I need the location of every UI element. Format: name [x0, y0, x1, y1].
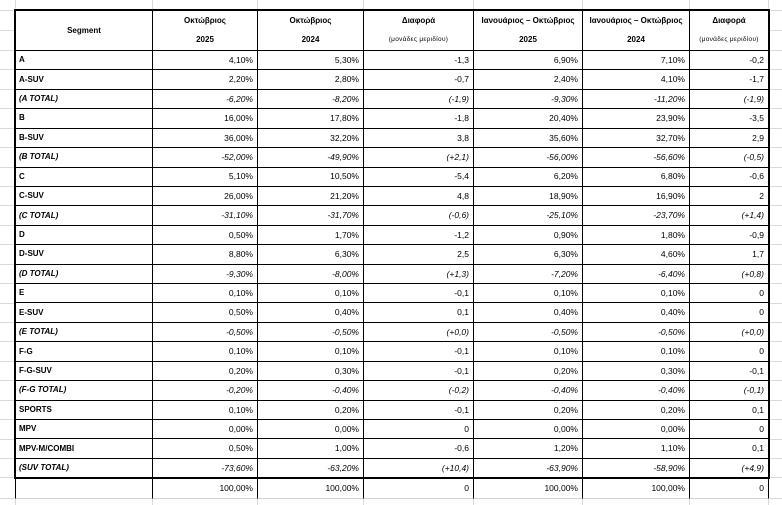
cell-f-g-total-ytd-2024[interactable]: -0,40%	[583, 381, 690, 400]
sheet-gridline	[0, 30, 14, 31]
sheet-gridline	[473, 499, 474, 505]
sheet-gridline	[770, 264, 782, 265]
cell-a-diff-oct[interactable]: -1,3	[364, 51, 474, 70]
cell-d-suv-oct-2024[interactable]: 6,30%	[258, 245, 364, 264]
cell-b-diff-oct[interactable]: -1,8	[364, 109, 474, 128]
cell-d-total-oct-2024[interactable]: -8,00%	[258, 265, 364, 284]
cell-f-g-ytd-2025[interactable]: 0,10%	[474, 342, 583, 361]
cell-b-suv-oct-2025[interactable]: 36,00%	[153, 129, 258, 148]
cell-c-total-oct-2024[interactable]: -31,70%	[258, 206, 364, 225]
cell-b-oct-2025[interactable]: 16,00%	[153, 109, 258, 128]
sheet-gridline	[770, 186, 782, 187]
cell-mpv-m-combi-diff-oct[interactable]: -0,6	[364, 439, 474, 458]
cell-b-suv-ytd-2024[interactable]: 32,70%	[583, 129, 690, 148]
cell-mpv-m-combi-oct-2024[interactable]: 1,00%	[258, 439, 364, 458]
cell-e-diff-ytd[interactable]: 0	[690, 284, 769, 303]
cell-f-g-suv-diff-oct[interactable]: -0,1	[364, 362, 474, 381]
sheet-gridline	[770, 458, 782, 459]
cell-suv-total-diff-oct[interactable]: (+10,4)	[364, 459, 474, 478]
cell-c-suv-diff-oct[interactable]: 4,8	[364, 187, 474, 206]
cell-c-total-diff-ytd[interactable]: (+1,4)	[690, 206, 769, 225]
cell-sports-diff-oct[interactable]: -0,1	[364, 401, 474, 420]
cell-e-total-ytd-2024[interactable]: -0,50%	[583, 323, 690, 342]
sheet-gridline	[0, 69, 14, 70]
cell-e-total-oct-2024[interactable]: -0,50%	[258, 323, 364, 342]
cell-mpv-diff-ytd[interactable]: 0	[690, 420, 769, 439]
cell-e-total-diff-oct[interactable]: (+0,0)	[364, 323, 474, 342]
cell-mpv-oct-2024[interactable]: 0,00%	[258, 420, 364, 439]
cell-mpv-ytd-2025[interactable]: 0,00%	[474, 420, 583, 439]
header-period-label: Ιανουάριος – Οκτώβριος	[481, 15, 575, 25]
cell-e-suv-oct-2025[interactable]: 0,50%	[153, 303, 258, 322]
sheet-gridline	[0, 167, 14, 168]
sheet-gridline	[473, 0, 474, 9]
cell-total-label[interactable]	[15, 478, 153, 499]
cell-a-total-label[interactable]: (A TOTAL)	[15, 90, 153, 109]
sheet-gridline	[0, 264, 14, 265]
sheet-gridline	[0, 283, 14, 284]
cell-e-suv-diff-oct[interactable]: 0,1	[364, 303, 474, 322]
header-period-label: Ιανουάριος – Οκτώβριος	[589, 15, 683, 25]
cell-mpv-m-combi-ytd-2025[interactable]: 1,20%	[474, 439, 583, 458]
sheet-gridline	[0, 244, 14, 245]
cell-b-suv-ytd-2025[interactable]: 35,60%	[474, 129, 583, 148]
cell-mpv-ytd-2024[interactable]: 0,00%	[583, 420, 690, 439]
cell-sports-label[interactable]: SPORTS	[15, 401, 153, 420]
cell-c-diff-ytd[interactable]: -0,6	[690, 168, 769, 187]
cell-d-ytd-2024[interactable]: 1,80%	[583, 226, 690, 245]
cell-b-suv-label[interactable]: B-SUV	[15, 129, 153, 148]
cell-d-suv-diff-ytd[interactable]: 1,7	[690, 245, 769, 264]
header-segment[interactable]: Segment	[15, 10, 153, 51]
header-ytd-2025[interactable]	[474, 10, 583, 51]
cell-f-g-suv-label[interactable]: F-G-SUV	[15, 362, 153, 381]
sheet-gridline	[0, 186, 14, 187]
sheet-gridline	[0, 10, 14, 11]
cell-c-total-ytd-2024[interactable]: -23,70%	[583, 206, 690, 225]
sheet-gridline	[0, 225, 14, 226]
sheet-gridline	[770, 322, 782, 323]
cell-a-label[interactable]: A	[15, 51, 153, 70]
sheet-gridline	[257, 499, 258, 505]
cell-b-total-oct-2024[interactable]: -49,90%	[258, 148, 364, 167]
segment-share-table	[15, 10, 769, 499]
cell-mpv-m-combi-oct-2025[interactable]: 0,50%	[153, 439, 258, 458]
cell-a-total-oct-2025[interactable]: -6,20%	[153, 90, 258, 109]
cell-e-total-label[interactable]: (E TOTAL)	[15, 323, 153, 342]
header-diff-label: Διαφορά	[401, 15, 436, 25]
cell-a-ytd-2025[interactable]: 6,90%	[474, 51, 583, 70]
cell-e-ytd-2024[interactable]: 0,10%	[583, 284, 690, 303]
sheet-gridline	[15, 0, 16, 9]
cell-a-total-diff-ytd[interactable]: (-1,9)	[690, 90, 769, 109]
sheet-gridline	[768, 499, 769, 505]
cell-suv-total-ytd-2024[interactable]: -58,90%	[583, 459, 690, 478]
cell-e-ytd-2025[interactable]: 0,10%	[474, 284, 583, 303]
cell-c-ytd-2024[interactable]: 6,80%	[583, 168, 690, 187]
sheet-gridline	[0, 380, 14, 381]
cell-e-suv-label[interactable]: E-SUV	[15, 303, 153, 322]
cell-a-suv-oct-2024[interactable]: 2,80%	[258, 70, 364, 89]
cell-mpv-m-combi-ytd-2024[interactable]: 1,10%	[583, 439, 690, 458]
cell-total-oct-2024[interactable]: 100,00%	[258, 478, 364, 499]
header-period-label: Οκτώβριος	[184, 15, 226, 25]
cell-b-suv-diff-ytd[interactable]: 2,9	[690, 129, 769, 148]
cell-d-total-ytd-2025[interactable]: -7,20%	[474, 265, 583, 284]
cell-b-diff-ytd[interactable]: -3,5	[690, 109, 769, 128]
sheet-gridline	[0, 439, 14, 440]
header-diff-label: Διαφορά	[712, 15, 746, 25]
header-oct-2025[interactable]	[153, 10, 258, 51]
cell-b-suv-oct-2024[interactable]: 32,20%	[258, 129, 364, 148]
sheet-gridline	[770, 477, 782, 478]
cell-a-suv-ytd-2025[interactable]: 2,40%	[474, 70, 583, 89]
cell-f-g-suv-diff-ytd[interactable]: -0,1	[690, 362, 769, 381]
cell-f-g-total-ytd-2025[interactable]: -0,40%	[474, 381, 583, 400]
cell-a-total-ytd-2024[interactable]: -11,20%	[583, 90, 690, 109]
cell-e-oct-2025[interactable]: 0,10%	[153, 284, 258, 303]
cell-sports-ytd-2025[interactable]: 0,20%	[474, 401, 583, 420]
cell-d-diff-oct[interactable]: -1,2	[364, 226, 474, 245]
sheet-gridline	[0, 50, 14, 51]
cell-c-suv-oct-2025[interactable]: 26,00%	[153, 187, 258, 206]
header-unit-label: (μονάδες μεριδίου)	[699, 36, 759, 43]
cell-c-diff-oct[interactable]: -5,4	[364, 168, 474, 187]
cell-a-suv-oct-2025[interactable]: 2,20%	[153, 70, 258, 89]
cell-d-total-label[interactable]: (D TOTAL)	[15, 265, 153, 284]
sheet-gridline	[0, 477, 14, 478]
sheet-gridline	[770, 30, 782, 31]
sheet-gridline	[770, 50, 782, 51]
sheet-gridline	[0, 419, 14, 420]
sheet-gridline	[689, 0, 690, 9]
sheet-gridline	[0, 89, 14, 90]
sheet-gridline	[363, 0, 364, 9]
cell-mpv-diff-oct[interactable]: 0	[364, 420, 474, 439]
cell-c-total-diff-oct[interactable]: (-0,6)	[364, 206, 474, 225]
cell-f-g-suv-ytd-2024[interactable]: 0,30%	[583, 362, 690, 381]
cell-f-g-total-diff-oct[interactable]: (-0,2)	[364, 381, 474, 400]
cell-a-total-diff-oct[interactable]: (-1,9)	[364, 90, 474, 109]
sheet-gridline	[770, 400, 782, 401]
cell-f-g-total-diff-ytd[interactable]: (-0,1)	[690, 381, 769, 400]
cell-b-total-oct-2025[interactable]: -52,00%	[153, 148, 258, 167]
header-year-label: 2025	[519, 35, 537, 45]
cell-e-label[interactable]: E	[15, 284, 153, 303]
header-year-label: 2024	[301, 35, 320, 45]
cell-d-oct-2025[interactable]: 0,50%	[153, 226, 258, 245]
cell-d-oct-2024[interactable]: 1,70%	[258, 226, 364, 245]
sheet-gridline	[770, 225, 782, 226]
header-ytd-2024[interactable]	[583, 10, 690, 51]
sheet-gridline	[0, 498, 14, 499]
cell-e-oct-2024[interactable]: 0,10%	[258, 284, 364, 303]
cell-a-oct-2024[interactable]: 5,30%	[258, 51, 364, 70]
cell-suv-total-ytd-2025[interactable]: -63,90%	[474, 459, 583, 478]
sheet-gridline	[582, 0, 583, 9]
sheet-gridline	[770, 205, 782, 206]
sheet-gridline	[770, 108, 782, 109]
cell-c-total-oct-2025[interactable]: -31,10%	[153, 206, 258, 225]
cell-d-total-diff-ytd[interactable]: (+0,8)	[690, 265, 769, 284]
cell-d-diff-ytd[interactable]: -0,9	[690, 226, 769, 245]
cell-c-total-label[interactable]: (C TOTAL)	[15, 206, 153, 225]
cell-mpv-m-combi-label[interactable]: MPV-M/COMBI	[15, 439, 153, 458]
cell-d-suv-diff-oct[interactable]: 2,5	[364, 245, 474, 264]
cell-c-suv-ytd-2024[interactable]: 16,90%	[583, 187, 690, 206]
header-unit-label: (μονάδες μεριδίου)	[388, 36, 449, 43]
cell-total-diff-ytd[interactable]: 0	[690, 478, 769, 499]
cell-d-suv-ytd-2025[interactable]: 6,30%	[474, 245, 583, 264]
cell-c-suv-ytd-2025[interactable]: 18,90%	[474, 187, 583, 206]
cell-f-g-diff-ytd[interactable]: 0	[690, 342, 769, 361]
sheet-gridline	[0, 128, 14, 129]
cell-c-label[interactable]: C	[15, 168, 153, 187]
cell-suv-total-diff-ytd[interactable]: (+4,9)	[690, 459, 769, 478]
cell-d-suv-label[interactable]: D-SUV	[15, 245, 153, 264]
sheet-gridline	[770, 89, 782, 90]
cell-c-suv-diff-ytd[interactable]: 2	[690, 187, 769, 206]
cell-b-label[interactable]: B	[15, 109, 153, 128]
cell-d-label[interactable]: D	[15, 226, 153, 245]
sheet-gridline	[152, 0, 153, 9]
cell-suv-total-oct-2024[interactable]: -63,20%	[258, 459, 364, 478]
cell-b-ytd-2024[interactable]: 23,90%	[583, 109, 690, 128]
sheet-gridline	[770, 128, 782, 129]
cell-f-g-diff-oct[interactable]: -0,1	[364, 342, 474, 361]
cell-f-g-total-oct-2024[interactable]: -0,40%	[258, 381, 364, 400]
sheet-gridline	[770, 283, 782, 284]
cell-c-suv-label[interactable]: C-SUV	[15, 187, 153, 206]
header-oct-2024[interactable]	[258, 10, 364, 51]
cell-suv-total-oct-2025[interactable]: -73,60%	[153, 459, 258, 478]
cell-e-suv-ytd-2024[interactable]: 0,40%	[583, 303, 690, 322]
cell-a-total-oct-2024[interactable]: -8,20%	[258, 90, 364, 109]
cell-f-g-oct-2024[interactable]: 0,10%	[258, 342, 364, 361]
cell-b-ytd-2025[interactable]: 20,40%	[474, 109, 583, 128]
cell-a-suv-diff-oct[interactable]: -0,7	[364, 70, 474, 89]
cell-d-suv-ytd-2024[interactable]: 4,60%	[583, 245, 690, 264]
sheet-gridline	[770, 419, 782, 420]
cell-d-total-ytd-2024[interactable]: -6,40%	[583, 265, 690, 284]
sheet-gridline	[768, 0, 769, 9]
cell-b-total-diff-ytd[interactable]: (-0,5)	[690, 148, 769, 167]
sheet-gridline	[363, 499, 364, 505]
cell-d-ytd-2025[interactable]: 0,90%	[474, 226, 583, 245]
cell-mpv-m-combi-diff-ytd[interactable]: 0,1	[690, 439, 769, 458]
cell-e-diff-oct[interactable]: -0,1	[364, 284, 474, 303]
cell-b-total-ytd-2024[interactable]: -56,60%	[583, 148, 690, 167]
cell-a-suv-ytd-2024[interactable]: 4,10%	[583, 70, 690, 89]
sheet-gridline	[582, 499, 583, 505]
cell-b-total-diff-oct[interactable]: (+2,1)	[364, 148, 474, 167]
cell-b-total-label[interactable]: (B TOTAL)	[15, 148, 153, 167]
cell-sports-oct-2025[interactable]: 0,10%	[153, 401, 258, 420]
cell-sports-oct-2024[interactable]: 0,20%	[258, 401, 364, 420]
sheet-gridline	[0, 147, 14, 148]
cell-e-total-oct-2025[interactable]: -0,50%	[153, 323, 258, 342]
cell-c-suv-oct-2024[interactable]: 21,20%	[258, 187, 364, 206]
cell-c-oct-2025[interactable]: 5,10%	[153, 168, 258, 187]
cell-f-g-ytd-2024[interactable]: 0,10%	[583, 342, 690, 361]
cell-b-suv-diff-oct[interactable]: 3,8	[364, 129, 474, 148]
cell-a-ytd-2024[interactable]: 7,10%	[583, 51, 690, 70]
sheet-gridline	[770, 10, 782, 11]
cell-mpv-label[interactable]: MPV	[15, 420, 153, 439]
cell-e-total-diff-ytd[interactable]: (+0,0)	[690, 323, 769, 342]
cell-sports-ytd-2024[interactable]: 0,20%	[583, 401, 690, 420]
cell-d-total-diff-oct[interactable]: (+1,3)	[364, 265, 474, 284]
sheet-gridline	[0, 322, 14, 323]
sheet-gridline	[0, 458, 14, 459]
header-diff-ytd[interactable]	[690, 10, 769, 51]
sheet-gridline	[15, 499, 16, 505]
sheet-gridline	[770, 380, 782, 381]
cell-a-total-ytd-2025[interactable]: -9,30%	[474, 90, 583, 109]
sheet-gridline	[770, 147, 782, 148]
cell-a-suv-label[interactable]: A-SUV	[15, 70, 153, 89]
cell-b-oct-2024[interactable]: 17,80%	[258, 109, 364, 128]
cell-d-total-oct-2025[interactable]: -9,30%	[153, 265, 258, 284]
cell-d-suv-oct-2025[interactable]: 8,80%	[153, 245, 258, 264]
sheet-gridline	[0, 108, 14, 109]
cell-f-g-total-label[interactable]: (F-G TOTAL)	[15, 381, 153, 400]
sheet-gridline	[770, 498, 782, 499]
header-period-label: Οκτώβριος	[289, 15, 332, 25]
cell-e-suv-oct-2024[interactable]: 0,40%	[258, 303, 364, 322]
cell-b-total-ytd-2025[interactable]: -56,00%	[474, 148, 583, 167]
header-year-label: 2024	[627, 35, 645, 45]
cell-f-g-label[interactable]: F-G	[15, 342, 153, 361]
cell-mpv-oct-2025[interactable]: 0,00%	[153, 420, 258, 439]
cell-f-g-suv-ytd-2025[interactable]: 0,20%	[474, 362, 583, 381]
sheet-gridline	[770, 69, 782, 70]
sheet-gridline	[770, 244, 782, 245]
sheet-gridline	[770, 439, 782, 440]
cell-total-diff-oct[interactable]: 0	[364, 478, 474, 499]
header-diff-oct[interactable]	[364, 10, 474, 51]
cell-e-suv-ytd-2025[interactable]: 0,40%	[474, 303, 583, 322]
cell-a-oct-2025[interactable]: 4,10%	[153, 51, 258, 70]
cell-f-g-suv-oct-2024[interactable]: 0,30%	[258, 362, 364, 381]
sheet-gridline	[770, 341, 782, 342]
sheet-gridline	[0, 341, 14, 342]
cell-f-g-oct-2025[interactable]: 0,10%	[153, 342, 258, 361]
sheet-gridline	[257, 0, 258, 9]
cell-total-ytd-2025[interactable]: 100,00%	[474, 478, 583, 499]
header-year-label: 2025	[196, 35, 214, 45]
cell-f-g-total-oct-2025[interactable]: -0,20%	[153, 381, 258, 400]
cell-f-g-suv-oct-2025[interactable]: 0,20%	[153, 362, 258, 381]
cell-e-suv-diff-ytd[interactable]: 0	[690, 303, 769, 322]
sheet-gridline	[0, 205, 14, 206]
sheet-gridline	[0, 303, 14, 304]
cell-c-oct-2024[interactable]: 10,50%	[258, 168, 364, 187]
cell-c-ytd-2025[interactable]: 6,20%	[474, 168, 583, 187]
sheet-gridline	[689, 499, 690, 505]
sheet-gridline	[152, 499, 153, 505]
cell-e-total-ytd-2025[interactable]: -0,50%	[474, 323, 583, 342]
sheet-gridline	[770, 167, 782, 168]
sheet-gridline	[770, 361, 782, 362]
cell-a-suv-diff-ytd[interactable]: -1,7	[690, 70, 769, 89]
cell-total-oct-2025[interactable]: 100,00%	[153, 478, 258, 499]
sheet-gridline	[770, 303, 782, 304]
cell-a-diff-ytd[interactable]: -0,2	[690, 51, 769, 70]
cell-sports-diff-ytd[interactable]: 0,1	[690, 401, 769, 420]
cell-total-ytd-2024[interactable]: 100,00%	[583, 478, 690, 499]
cell-c-total-ytd-2025[interactable]: -25,10%	[474, 206, 583, 225]
sheet-gridline	[0, 361, 14, 362]
sheet-gridline	[0, 400, 14, 401]
cell-suv-total-label[interactable]: (SUV TOTAL)	[15, 459, 153, 478]
